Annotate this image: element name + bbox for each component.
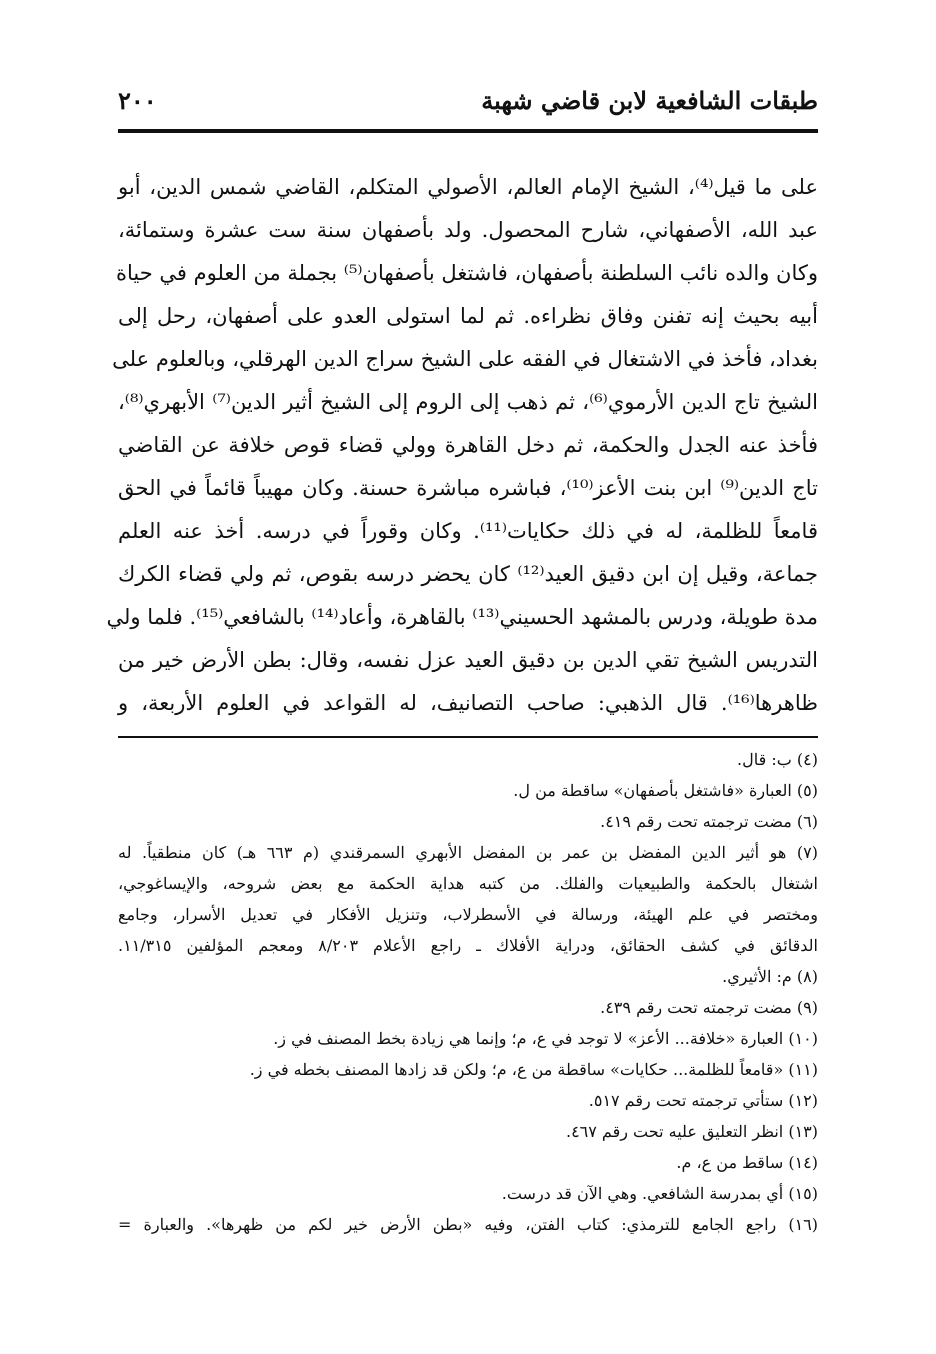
text-line: بغداد، فأخذ في الاشتغال في الفقه على الشيخ سراج الدين الهرقلي، وبالعلوم على [112,347,818,371]
footnote-line: (١٣) انظر التعليق عليه تحت رقم ٤٦٧. [565,1122,818,1141]
text-line: أبيه بحيث إنه تفنن وفاق نظراءه. ثم لما استولى العدو على أصفهان، رحل إلى [118,304,818,328]
text-line: قامعاً للظلمة، له في ذلك حكايات⁽¹¹⁾. وكان وقوراً في درسه. أخذ عنه العلم [118,519,818,543]
footnote-line: ومختصر في علم الهيئة، ورسالة في الأسطرلاب، وتنزيل الأفكار في تعديل الأسرار، وجامع [118,905,818,924]
text-line: وكان والده نائب السلطنة بأصفهان، فاشتغل بأصفهان⁽⁵⁾ بجملة من العلوم في حياة [116,261,818,285]
text-line: جماعة، وقيل إن ابن دقيق العيد⁽¹²⁾ كان يحضر درسه بقوص، ثم ولي قضاء الكرك [118,562,818,586]
footnote-line: (٦) مضت ترجمته تحت رقم ٤١٩. [600,812,818,831]
text-line: ظاهرها⁽¹⁶⁾. قال الذهبي: صاحب التصانيف، له القواعد في العلوم الأربعة، و [118,691,818,715]
page-header [118,80,818,120]
footnote-line: (١٤) ساقط من ع، م. [676,1153,818,1172]
text-line: مدة طويلة، ودرس بالمشهد الحسيني⁽¹³⁾ بالقاهرة، وأعاد⁽¹⁴⁾ بالشافعي⁽¹⁵⁾. فلما ولي [106,605,818,629]
running-title: طبقات الشافعية لابن قاضي شهبة [481,85,818,115]
footnote-line: (٤) ب: قال. [737,750,818,769]
footnote-line: (٨) م: الأثيري. [722,967,818,986]
page-number: ٢٠٠ [118,85,157,115]
footnote-line: (١٥) أي بمدرسة الشافعي. وهي الآن قد درست. [501,1184,818,1203]
text-line: التدريس الشيخ تقي الدين بن دقيق العيد عزل نفسه، وقال: بطن الأرض خير من [118,648,818,672]
footnote-line: (٩) مضت ترجمته تحت رقم ٤٣٩. [600,998,818,1017]
main-text [106,166,819,725]
footnote-line: (١٢) ستأتي ترجمته تحت رقم ٥١٧. [588,1091,818,1110]
text-line: الشيخ تاج الدين الأرموي⁽⁶⁾، ثم ذهب إلى الروم إلى الشيخ أثير الدين⁽⁷⁾ الأبهري⁽⁸⁾، [118,390,818,414]
text-line: فأخذ عنه الجدل والحكمة، ثم دخل القاهرة وولي قضاء قوص خلافة عن القاضي [118,433,818,457]
footnote-line: (٥) العبارة «فاشتغل بأصفهان» ساقطة من ل. [513,781,818,800]
text-line: عبد الله، الأصفهاني، شارح المحصول. ولد بأصفهان سنة ست عشرة وستمائة، [118,218,818,242]
text-line: على ما قيل⁽⁴⁾، الشيخ الإمام العالم، الأصولي المتكلم، القاضي شمس الدين، أبو [118,175,818,199]
header-rule [118,129,818,133]
footnote-line: (١١) «قامعاً للظلمة... حكايات» ساقطة من ع، م؛ ولكن قد زادها المصنف بخطه في ز. [249,1060,818,1079]
footnotes [118,744,818,1240]
footnote-rule [118,736,818,738]
footnote-line: (١٠) العبارة «خلافة... الأعز» لا توجد في ع، م؛ وإنما هي زيادة بخط المصنف في ز. [273,1029,818,1048]
footnote-line: اشتغال بالحكمة والطبيعيات والفلك. من كتبه هداية الحكمة مع بعض شروحه، والإيساغوجي، [118,874,818,893]
footnote-line: (١٦) راجع الجامع للترمذي: كتاب الفتن، وفيه «بطن الأرض خير لكم من ظهرها». والعبارة = [118,1215,818,1234]
footnote-line: الدقائق في كشف الحقائق، ودراية الأفلاك ـ راجع الأعلام ٨/٢٠٣ ومعجم المؤلفين ١١/٣١٥. [118,936,819,955]
footnote-line: (٧) هو أثير الدين المفضل بن عمر بن المفضل الأبهري السمرقندي (م ٦٦٣ هـ) كان منطقياً. له [118,843,818,862]
text-line: تاج الدين⁽⁹⁾ ابن بنت الأعز⁽¹⁰⁾، فباشره مباشرة حسنة. وكان مهيباً قائماً في الحق [118,476,819,500]
